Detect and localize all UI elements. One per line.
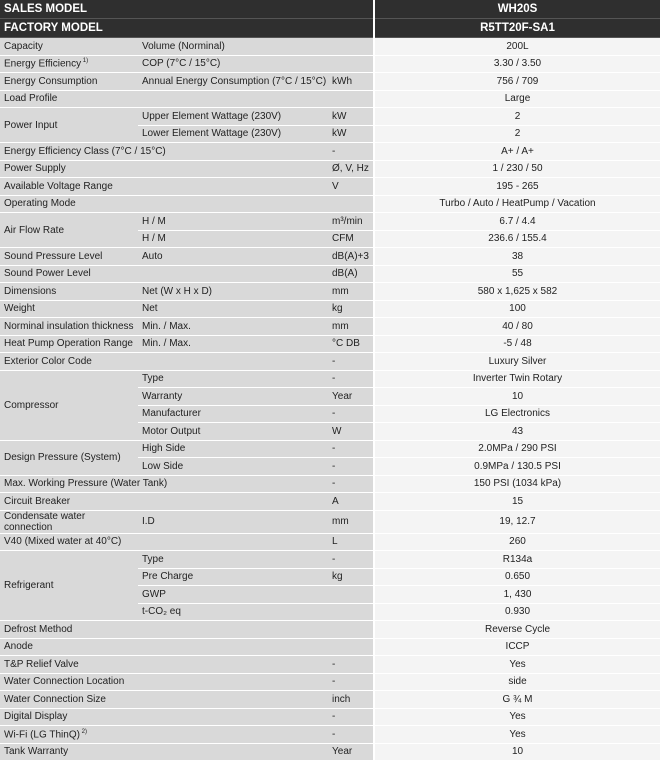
spec-unit: - [328,143,374,161]
spec-unit: Year [328,743,374,761]
spec-value: 3.30 / 3.50 [374,55,660,73]
spec-unit: dB(A) [328,265,374,283]
spec-unit [328,195,374,213]
spec-label-text: Norminal insulation thickness [4,320,134,332]
spec-unit: - [328,551,374,569]
spec-unit [328,90,374,108]
spec-unit: inch [328,691,374,709]
spec-sublabel: Auto [138,248,328,266]
spec-label [0,283,138,301]
spec-sublabel: Motor Output [138,423,328,441]
spec-value: 580 x 1,625 x 582 [374,283,660,301]
spec-row [0,38,660,56]
spec-value: 40 / 80 [374,318,660,336]
spec-value: 2 [374,125,660,143]
spec-value: 6.7 / 4.4 [374,213,660,231]
spec-value: -5 / 48 [374,335,660,353]
spec-unit: V [328,178,374,196]
spec-label [0,38,138,56]
spec-label-text: Anode [4,641,33,653]
spec-value: 1 / 230 / 50 [374,160,660,178]
spec-row [0,370,660,388]
spec-value: 260 [374,533,660,551]
spec-label-text: Water Connection Size [4,693,106,705]
spec-label-text: V40 (Mixed water at 40°C) [4,536,122,548]
factory-model-label: FACTORY MODEL [0,19,374,38]
spec-label [0,318,138,336]
spec-unit: kW [328,125,374,143]
spec-label-text: T&P Relief Valve [4,658,79,670]
spec-label [0,265,328,283]
spec-value: Turbo / Auto / HeatPump / Vacation [374,195,660,213]
spec-value: R134a [374,551,660,569]
spec-unit [328,586,374,604]
spec-label [0,708,328,726]
spec-label [0,638,328,656]
spec-row [0,493,660,511]
sales-model-label: SALES MODEL [0,0,374,19]
footnote-marker: 1) [81,58,89,65]
sales-model-value: WH20S [374,0,660,19]
spec-row [0,708,660,726]
spec-row [0,726,660,744]
spec-value: 236.6 / 155.4 [374,230,660,248]
spec-value: ICCP [374,638,660,656]
spec-sublabel: Net [138,300,328,318]
spec-unit: - [328,656,374,674]
spec-value: 15 [374,493,660,511]
spec-unit: m³/min [328,213,374,231]
spec-value: Luxury Silver [374,353,660,371]
spec-label [0,160,328,178]
spec-unit: kWh [328,73,374,91]
spec-unit: mm [328,510,374,533]
spec-value: 150 PSI (1034 kPa) [374,475,660,493]
spec-label [0,673,328,691]
spec-value: A+ / A+ [374,143,660,161]
spec-label [0,621,328,639]
spec-value: 10 [374,743,660,761]
spec-label [0,726,328,744]
spec-sublabel: GWP [138,586,328,604]
spec-value: LG Electronics [374,405,660,423]
spec-value: 0.930 [374,603,660,621]
spec-label-text: Design Pressure (System) [4,452,121,463]
spec-unit: - [328,440,374,458]
spec-row [0,108,660,126]
spec-row [0,551,660,569]
spec-sublabel: Warranty [138,388,328,406]
spec-label-text: Circuit Breaker [4,495,71,507]
spec-value: 0.650 [374,568,660,586]
spec-unit: CFM [328,230,374,248]
spec-label [0,178,328,196]
spec-label-text: Digital Display [4,711,68,723]
spec-row [0,475,660,493]
spec-label [0,353,328,371]
spec-label-text: Tank Warranty [4,746,69,758]
spec-label-text: Sound Pressure Level [4,250,103,262]
spec-label-text: Wi-Fi (LG ThinQ) [4,728,80,740]
spec-row [0,73,660,91]
spec-label-text: Max. Working Pressure (Water Tank) [4,478,168,490]
spec-unit: A [328,493,374,511]
spec-label [0,493,328,511]
spec-label [0,73,138,91]
spec-value: Reverse Cycle [374,621,660,639]
spec-label [0,440,138,475]
spec-unit: - [328,475,374,493]
spec-unit [328,638,374,656]
spec-row [0,656,660,674]
spec-sublabel: I.D [138,510,328,533]
spec-row [0,248,660,266]
spec-unit: dB(A)+3 [328,248,374,266]
spec-row [0,318,660,336]
spec-row [0,743,660,761]
footnote-marker: 2) [79,728,87,735]
spec-label [0,533,328,551]
spec-label [0,143,328,161]
spec-label-text: Refrigerant [4,580,54,591]
spec-row [0,143,660,161]
spec-value: 756 / 709 [374,73,660,91]
spec-sublabel: Pre Charge [138,568,328,586]
spec-sublabel: Manufacturer [138,405,328,423]
spec-label [0,108,138,143]
spec-unit [328,38,374,56]
spec-unit [328,603,374,621]
spec-value: Inverter Twin Rotary [374,370,660,388]
spec-label [0,743,328,761]
spec-sublabel: COP (7°C / 15°C) [138,55,328,73]
factory-model-row [0,19,660,38]
spec-label [0,90,328,108]
spec-label [0,213,138,248]
spec-value: 1, 430 [374,586,660,604]
spec-unit: W [328,423,374,441]
spec-label-text: Dimensions [4,285,57,297]
spec-row [0,621,660,639]
spec-label-text: Weight [4,303,35,315]
spec-unit: - [328,405,374,423]
spec-value: 19, 12.7 [374,510,660,533]
spec-label-text: Power Input [4,119,58,131]
spec-sublabel: Lower Element Wattage (230V) [138,125,328,143]
spec-row [0,213,660,231]
spec-label [0,300,138,318]
spec-label-text: Operating Mode [4,198,76,210]
spec-label [0,55,138,73]
spec-unit: mm [328,283,374,301]
spec-row [0,55,660,73]
spec-unit: - [328,353,374,371]
spec-value: Large [374,90,660,108]
spec-value: 100 [374,300,660,318]
spec-unit: - [328,673,374,691]
spec-label [0,691,328,709]
spec-sublabel: H / M [138,213,328,231]
spec-label [0,475,328,493]
spec-row [0,691,660,709]
spec-label-text: Compressor [4,399,59,411]
spec-value: side [374,673,660,691]
spec-value: 2.0MPa / 290 PSI [374,440,660,458]
spec-sublabel: Min. / Max. [138,335,328,353]
spec-value: 200L [374,38,660,56]
spec-value: 0.9MPa / 130.5 PSI [374,458,660,476]
sales-model-row [0,0,660,19]
spec-row [0,265,660,283]
spec-unit [328,55,374,73]
spec-row [0,195,660,213]
spec-unit: °C DB [328,335,374,353]
spec-unit: kg [328,300,374,318]
spec-unit: mm [328,318,374,336]
spec-label-text: Power Supply [4,163,66,175]
spec-unit: Ø, V, Hz [328,160,374,178]
spec-value: Yes [374,656,660,674]
spec-value: 43 [374,423,660,441]
spec-unit: - [328,726,374,744]
spec-row [0,90,660,108]
spec-label-text: Available Voltage Range [4,180,113,192]
spec-unit: Year [328,388,374,406]
spec-row [0,160,660,178]
spec-row [0,353,660,371]
spec-row [0,533,660,551]
spec-row [0,335,660,353]
spec-row [0,510,660,533]
spec-sublabel: High Side [138,440,328,458]
spec-unit: - [328,370,374,388]
spec-sublabel: Net (W x H x D) [138,283,328,301]
spec-unit [328,621,374,639]
spec-value: 55 [374,265,660,283]
spec-sublabel: Type [138,551,328,569]
spec-label [0,248,138,266]
spec-value: 2 [374,108,660,126]
spec-label-text: Exterior Color Code [4,355,92,367]
spec-row [0,638,660,656]
spec-value: Yes [374,726,660,744]
spec-sublabel: t-CO₂ eq [138,603,328,621]
spec-label [0,335,138,353]
factory-model-value: R5TT20F-SA1 [374,19,660,38]
spec-label [0,370,138,440]
spec-value: 38 [374,248,660,266]
spec-label-text: Condensate water connection [4,510,86,533]
spec-row [0,440,660,458]
spec-label-text: Water Connection Location [4,676,125,688]
spec-label [0,656,328,674]
spec-value: 10 [374,388,660,406]
spec-label-text: Air Flow Rate [4,224,65,236]
spec-label-text: Energy Efficiency Class (7°C / 15°C) [4,145,166,157]
spec-row [0,283,660,301]
spec-label-text: Capacity [4,40,43,52]
spec-value: G ¾ M [374,691,660,709]
spec-sublabel: H / M [138,230,328,248]
spec-label-text: Sound Power Level [4,268,91,280]
spec-sublabel: Annual Energy Consumption (7°C / 15°C) [138,73,328,91]
spec-sublabel: Min. / Max. [138,318,328,336]
spec-label [0,195,328,213]
spec-sublabel: Volume (Norminal) [138,38,328,56]
spec-row [0,178,660,196]
spec-label [0,551,138,621]
spec-unit: L [328,533,374,551]
spec-row [0,673,660,691]
spec-sublabel: Type [138,370,328,388]
spec-row [0,300,660,318]
spec-label-text: Energy Efficiency [4,58,82,70]
spec-label-text: Heat Pump Operation Range [4,338,133,350]
spec-label-text: Load Profile [4,93,58,105]
spec-value: 195 - 265 [374,178,660,196]
spec-unit: - [328,458,374,476]
spec-value: Yes [374,708,660,726]
spec-unit: kW [328,108,374,126]
spec-unit: kg [328,568,374,586]
spec-unit: - [328,708,374,726]
spec-label-text: Defrost Method [4,623,73,635]
spec-sublabel: Low Side [138,458,328,476]
spec-sublabel: Upper Element Wattage (230V) [138,108,328,126]
spec-label [0,510,138,533]
spec-label-text: Energy Consumption [4,75,98,87]
